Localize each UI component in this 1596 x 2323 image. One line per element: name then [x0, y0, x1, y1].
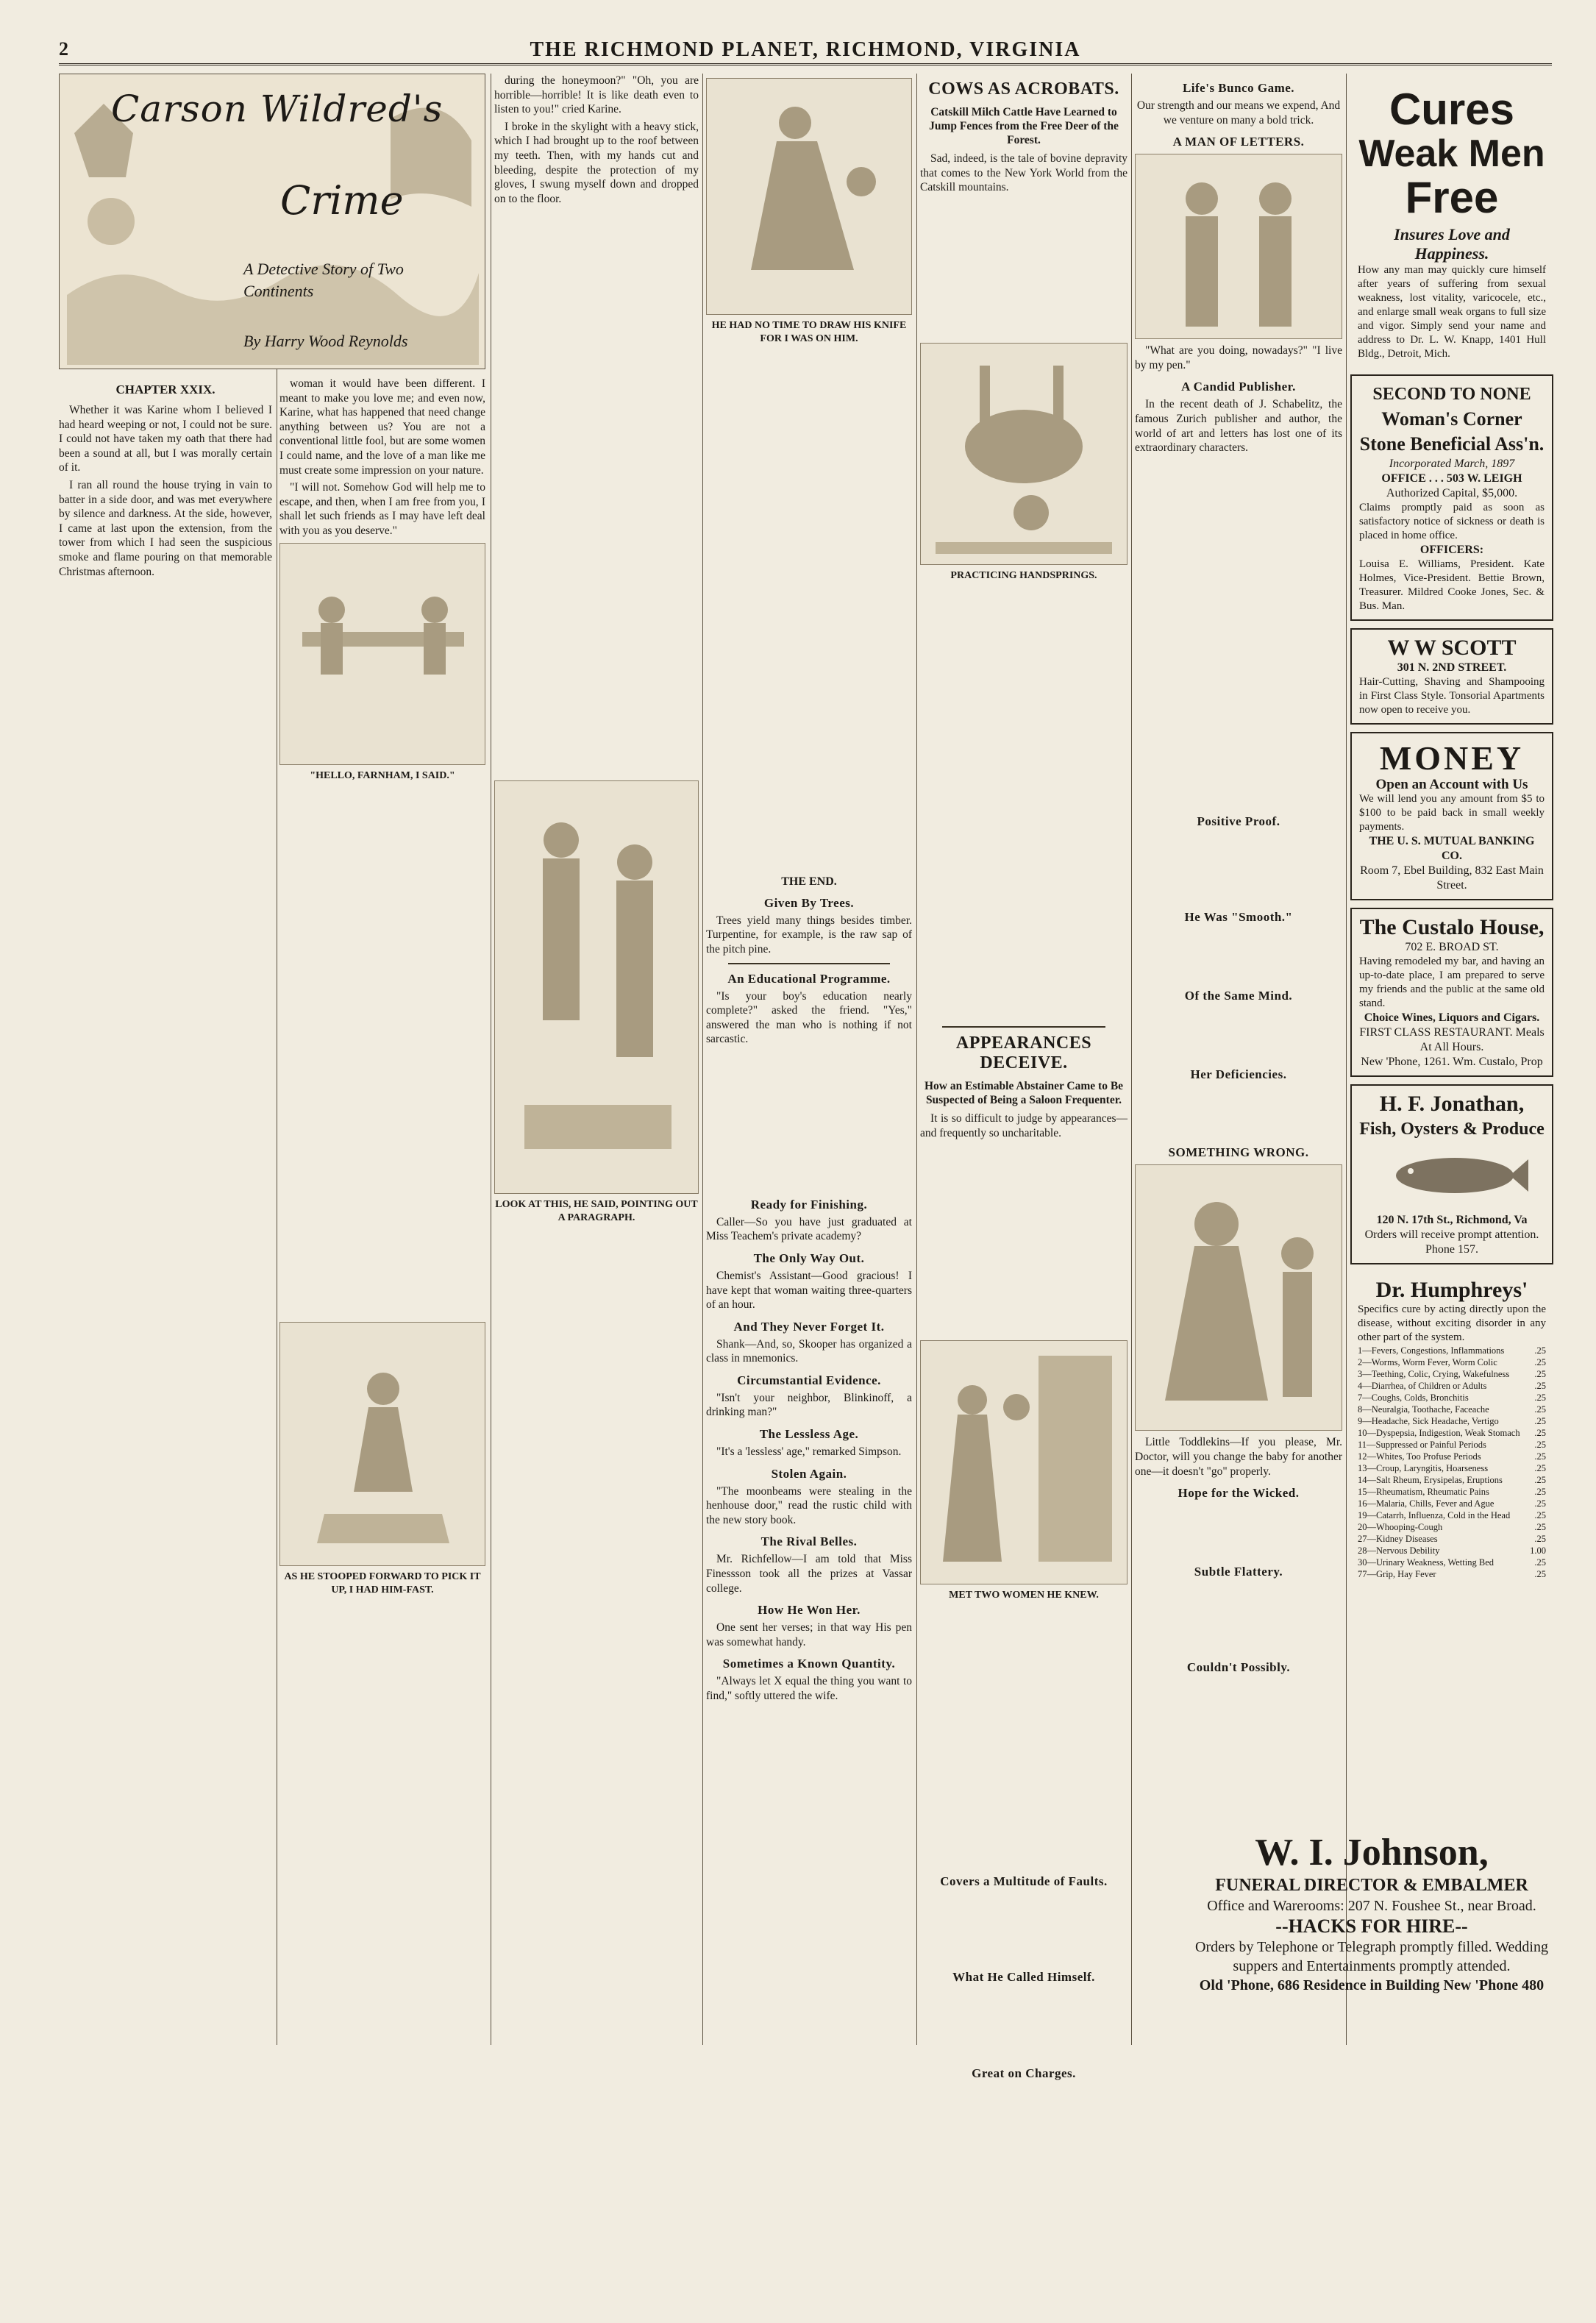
remedy-row	[1358, 1557, 1546, 1568]
illegible-text-block	[706, 353, 912, 871]
ad-custalo-name: The Custalo House,	[1359, 915, 1545, 939]
remedy-row	[1358, 1486, 1546, 1498]
remedy-row	[1358, 1380, 1546, 1392]
illustration-caption: LOOK AT THIS, HE SAID, POINTING OUT A PARAGRAPH.	[495, 1199, 698, 1224]
remedy-price: 1.00	[1530, 1545, 1546, 1556]
ad-second-name: Woman's Corner Stone Beneficial Ass'n.	[1359, 408, 1545, 455]
advertisement-column	[1350, 74, 1553, 2045]
page-number: 2	[59, 38, 68, 60]
remedy-price: .25	[1534, 1534, 1546, 1544]
remedy-name: 16—Malaria, Chills, Fever and Ague	[1358, 1498, 1495, 1509]
ad-johnson-line5: Old 'Phone, 686 Residence in Building New 'Phone 480	[1199, 1977, 1545, 1993]
item-heading: The Lessless Age.	[759, 1427, 859, 1442]
item-text: Caller—So you have just graduated at Miss Teachem's private academy?	[706, 1215, 912, 1243]
illegible-text-block	[706, 1054, 912, 1190]
story-illustration-knife	[706, 78, 912, 315]
ad-custalo-address: 702 E. BROAD ST.	[1405, 941, 1499, 953]
remedy-row	[1358, 1451, 1546, 1462]
remedy-price: .25	[1534, 1345, 1546, 1356]
remedy-price-list	[1358, 1345, 1546, 1580]
remedy-name: 1—Fevers, Congestions, Inflammations	[1358, 1345, 1505, 1356]
item-heading: Great on Charges.	[972, 2066, 1076, 2080]
item-heading: And They Never Forget It.	[733, 1319, 885, 1334]
item-heading: Positive Proof.	[1197, 814, 1280, 828]
ad-johnson-line2: Office and Warerooms: 207 N. Foushee St., near Broad.	[1207, 1898, 1536, 1914]
remedy-row	[1358, 1427, 1546, 1439]
remedy-price: .25	[1534, 1381, 1546, 1391]
illegible-text-block	[494, 1232, 699, 2322]
remedy-price: .25	[1534, 1392, 1546, 1403]
item-heading: Sometimes a Known Quantity.	[722, 1657, 896, 1671]
remedy-price: .25	[1534, 1487, 1546, 1497]
newspaper-title: THE RICHMOND PLANET, RICHMOND, VIRGINIA	[530, 38, 1081, 61]
remedy-price: .25	[1534, 1463, 1546, 1473]
ad-johnson-line3: --HACKS FOR HIRE--	[1275, 1915, 1468, 1937]
illegible-text-block	[1135, 932, 1342, 981]
illegible-text-block	[920, 1896, 1127, 1963]
remedy-name: 7—Coughs, Colds, Bronchitis	[1358, 1392, 1469, 1403]
knife-attack-drawing	[707, 79, 911, 314]
ad-money-body: We will lend you any amount from $5 to $100 to be paid back in small weekly payments.	[1359, 793, 1545, 833]
ad-cures-body: How any man may quickly cure himself after years of suffering from sexual weakness, lost vitality, varicocele, etc., and enlarge small weak organs to full size and vigor. Simply send your name and address to Dr. L. W. Knapp, 1401 Hull Bldg., Detroit, Mich.	[1358, 264, 1546, 360]
remedy-name: 3—Teething, Colic, Crying, Wakefulness	[1358, 1369, 1510, 1379]
fish-icon	[1389, 1146, 1528, 1205]
story-paragraph: Whether it was Karine whom I believed I had heard weeping or not, I could not be sure. I could not have taken my oath that there had been a sound at all, but I was morally certain of it.	[59, 404, 272, 474]
girl-with-doctor-drawing	[1136, 1165, 1342, 1430]
ad-johnson-line4: Orders by Telephone or Telegraph promptly filled. Wedding suppers and Entertainments promptly attended.	[1195, 1939, 1548, 1974]
item-text: Trees yield many things besides timber. Turpentine, for example, is the raw sap of the pitch pine.	[706, 914, 912, 956]
remedy-name: 19—Catarrh, Influenza, Cold in the Head	[1358, 1510, 1511, 1520]
illegible-text-block	[1135, 836, 1342, 903]
ad-custalo-phone: New 'Phone, 1261. Wm. Custalo, Prop	[1361, 1056, 1543, 1068]
cow-illustration	[920, 343, 1127, 565]
remedy-name: 9—Headache, Sick Headache, Vertigo	[1358, 1416, 1499, 1426]
man-of-letters-illustration	[1135, 154, 1342, 339]
story-paragraph: during the honeymoon?" "Oh, you are horrible—horrible! It is like death even to listen to you!" cried Karine.	[494, 74, 699, 116]
column-rule	[702, 74, 703, 2045]
illegible-text-block	[1135, 1089, 1342, 1139]
remedy-row	[1358, 1462, 1546, 1474]
article-headline: APPEARANCES DECEIVE.	[955, 1034, 1092, 1073]
remedy-name: 20—Whooping-Cough	[1358, 1522, 1443, 1532]
remedy-name: 11—Suppressed or Painful Periods	[1358, 1440, 1486, 1450]
column-3	[494, 74, 699, 2045]
remedy-price: .25	[1534, 1428, 1546, 1438]
struggle-scene-drawing	[280, 1323, 485, 1565]
item-heading: An Educational Programme.	[727, 971, 891, 986]
item-heading: Ready for Finishing.	[750, 1197, 868, 1212]
item-heading: How He Won Her.	[758, 1603, 861, 1618]
johnson-funeral-ad	[1191, 1832, 1552, 1995]
remedy-price: .25	[1534, 1498, 1546, 1509]
item-heading: A MAN OF LETTERS.	[1172, 135, 1305, 149]
remedy-name: 28—Nervous Debility	[1358, 1545, 1440, 1556]
story-paragraph: I broke in the skylight with a heavy stick, which I had brought up to the roof between my teeth. Then, with my hands cut and bleeding, despite the protection of my gloves, I swung myself down and dropped on to the floor.	[494, 120, 699, 205]
ad-second-officers: Louisa E. Williams, President. Kate Holmes, Vice-President. Bettie Brown, Treasurer. Mildred Cooke Jones, Sec. & Bus. Man.	[1359, 558, 1545, 612]
dining-scene-drawing	[280, 544, 485, 764]
ad-second-capital: Authorized Capital, $5,000.	[1386, 487, 1518, 499]
item-text: "Is your boy's education nearly complete?" asked the friend. "Yes," answered the man who is nothing if not sarcastic.	[706, 989, 912, 1046]
remedy-price: .25	[1534, 1416, 1546, 1426]
item-heading: Subtle Flattery.	[1194, 1564, 1283, 1579]
illegible-text-block	[920, 202, 1127, 338]
illegible-text-block	[1135, 1011, 1342, 1060]
remedy-name: 30—Urinary Weakness, Wetting Bed	[1358, 1557, 1494, 1568]
story-paragraph: woman it would have been different. I meant to make you love me; and even now, Karine, what has happened that need change anything between us? You are not a conventional little fool, but are some women I could name, and the love of a man like me must create some impression on your nature.	[279, 377, 485, 477]
remedy-row	[1358, 1356, 1546, 1368]
item-heading: Couldn't Possibly.	[1186, 1660, 1291, 1675]
little-girl-illustration	[1135, 1164, 1342, 1431]
item-heading: The Rival Belles.	[760, 1534, 858, 1549]
item-text: "The moonbeams were stealing in the henhouse door," read the rustic child with the new story book.	[706, 1484, 912, 1526]
remedy-row	[1358, 1509, 1546, 1521]
ad-jonathan-orders: Orders will receive prompt attention. Phone 157.	[1364, 1228, 1539, 1256]
poem-text: Our strength and our means we expend, And we venture on many a bold trick.	[1136, 99, 1341, 127]
ad-custalo-wine: Choice Wines, Liquors and Cigars.	[1364, 1011, 1540, 1024]
item-text: One sent her verses; in that way His pen was somewhat handy.	[706, 1621, 912, 1648]
remedy-row	[1358, 1474, 1546, 1486]
cures-weak-men-ad	[1350, 81, 1553, 367]
item-heading: He Was "Smooth."	[1184, 910, 1293, 924]
illegible-text-block	[1135, 463, 1342, 807]
remedy-row	[1358, 1533, 1546, 1545]
item-text: In the recent death of J. Schabelitz, the famous Zurich publisher and author, the world of art and letters has lost one of its extraordinary characters.	[1135, 398, 1342, 455]
column-6	[1135, 74, 1342, 2045]
illustration-caption: "HELLO, FARNHAM, I SAID."	[310, 769, 455, 781]
separator	[942, 1026, 1105, 1028]
illegible-text-block	[279, 790, 485, 1308]
two-men-drawing	[495, 781, 698, 1193]
illegible-text-block	[59, 586, 272, 2284]
banner-title: Carson Wildred's	[111, 88, 443, 130]
remedy-name: 4—Diarrhea, of Children or Adults	[1358, 1381, 1487, 1391]
ad-money-sub: Open an Account with Us	[1375, 777, 1528, 792]
item-heading: What He Called Himself.	[952, 1970, 1095, 1985]
remedy-name: 12—Whites, Too Profuse Periods	[1358, 1451, 1481, 1462]
remedy-row	[1358, 1545, 1546, 1557]
remedy-row	[1358, 1568, 1546, 1580]
remedy-name: 14—Salt Rheum, Erysipelas, Eruptions	[1358, 1475, 1503, 1485]
illegible-text-block	[920, 1992, 1127, 2058]
illegible-text-block	[920, 1609, 1127, 1867]
illegible-text-block	[920, 1148, 1127, 1337]
story-banner	[59, 74, 485, 369]
remedy-name: 2—Worms, Worm Fever, Worm Colic	[1358, 1357, 1497, 1367]
remedy-name: 15—Rheumatism, Rheumatic Pains	[1358, 1487, 1489, 1497]
remedy-row	[1358, 1521, 1546, 1533]
article-text: Sad, indeed, is the tale of bovine depravity that comes to the New York World from the Catskill mountains.	[920, 152, 1127, 194]
illegible-text-block	[1135, 1587, 1342, 1653]
banner-author: By Harry Wood Reynolds	[243, 332, 408, 350]
story-paragraph: I ran all round the house trying in vain to batter in a side door, and was met everywhere by silence and darkness. At the side, however, I came at last upon the extension, from the tower from which I had seen the suspicious smoke and flame pouring on that memorable Christmas afternoon.	[59, 478, 272, 578]
remedy-price: .25	[1534, 1510, 1546, 1520]
ad-money-title: MONEY	[1379, 739, 1525, 777]
remedy-price: .25	[1534, 1451, 1546, 1462]
article-text: It is so difficult to judge by appearances—and frequently so uncharitable.	[920, 1112, 1127, 1139]
article-subheadline: Catskill Milch Cattle Have Learned to Jump Fences from the Free Deer of the Forest.	[929, 106, 1119, 146]
column-rule	[1346, 74, 1347, 2045]
story-end: THE END.	[781, 875, 837, 888]
story-illustration-paragraph	[494, 780, 699, 1194]
remedy-price: .25	[1534, 1357, 1546, 1367]
ad-second-officers-heading: OFFICERS:	[1419, 544, 1484, 556]
ad-jonathan-name: H. F. Jonathan,	[1379, 1092, 1525, 1116]
column-4	[706, 74, 912, 2045]
remedy-row	[1358, 1439, 1546, 1451]
jonathan-fish-ad	[1350, 1084, 1553, 1264]
ad-jonathan-address: 120 N. 17th St., Richmond, Va	[1376, 1214, 1528, 1226]
item-heading: Covers a Multitude of Faults.	[940, 1874, 1108, 1888]
ad-custalo-body: Having remodeled my bar, and having an up-to-date place, I am prepared to serve my friends and the public at the same old stand.	[1359, 956, 1545, 1009]
ad-humphreys-body: Specifics cure by acting directly upon the disease, without exciting disorder in any other part of the system.	[1358, 1303, 1546, 1343]
illustration-caption: MET TWO WOMEN HE KNEW.	[949, 1590, 1099, 1601]
item-text: "It's a 'lessless' age," remarked Simpson.	[716, 1445, 902, 1459]
article-headline: COWS AS ACROBATS.	[928, 79, 1119, 99]
ad-scott-body: Hair-Cutting, Shaving and Shampooing in First Class Style. Tonsorial Apartments now open to receive you.	[1359, 676, 1545, 716]
item-text: "What are you doing, nowadays?" "I live by my pen."	[1135, 344, 1342, 371]
banner-subtitle: A Detective Story of Two Continents	[243, 260, 404, 300]
item-text: "Always let X equal the thing you want to find," softly uttered the wife.	[706, 1675, 912, 1702]
ad-second-office: OFFICE . . . 503 W. LEIGH	[1381, 472, 1522, 485]
remedy-row	[1358, 1345, 1546, 1356]
illegible-text-block	[1135, 1508, 1342, 1557]
remedy-price: .25	[1534, 1569, 1546, 1579]
ad-scott-name: W W SCOTT	[1387, 636, 1517, 660]
remedy-price: .25	[1534, 1440, 1546, 1450]
ad-cures-line2: Weak Men	[1358, 132, 1545, 175]
item-text: Little Toddlekins—If you please, Mr. Doctor, will you change the baby for another one—it doesn't "go" properly.	[1135, 1436, 1342, 1478]
ww-scott-ad	[1350, 628, 1553, 725]
item-heading: A Candid Publisher.	[1181, 380, 1296, 394]
remedy-row	[1358, 1368, 1546, 1380]
remedy-price: .25	[1534, 1404, 1546, 1415]
street-illustration	[920, 1340, 1127, 1584]
remedy-price: .25	[1534, 1522, 1546, 1532]
item-text: Chemist's Assistant—Good gracious! I have kept that woman waiting three-quarters of an hour.	[706, 1269, 912, 1312]
item-text: "Isn't your neighbor, Blinkinoff, a drinking man?"	[706, 1391, 912, 1419]
item-heading: Life's Bunco Game.	[1182, 81, 1295, 95]
remedy-name: 10—Dyspepsia, Indigestion, Weak Stomach	[1358, 1428, 1520, 1438]
item-text: Shank—And, so, Skooper has organized a class in mnemonics.	[706, 1337, 912, 1365]
womans-corner-stone-ad	[1350, 374, 1553, 621]
ad-second-inc: Incorporated March, 1897	[1389, 458, 1515, 470]
writers-drawing	[1136, 154, 1342, 338]
custalo-house-ad	[1350, 908, 1553, 1077]
two-women-drawing	[921, 1341, 1127, 1584]
illegible-text-block	[920, 590, 1127, 1021]
remedy-name: 13—Croup, Laryngitis, Hoarseness	[1358, 1463, 1489, 1473]
story-illustration-dining	[279, 543, 485, 765]
serial-story-banner-area	[59, 74, 485, 2045]
item-heading: Given By Trees.	[763, 895, 855, 910]
item-heading: The Only Way Out.	[753, 1251, 865, 1265]
column-5	[920, 74, 1127, 2080]
illustration-caption: AS HE STOOPED FORWARD TO PICK IT UP, I HAD HIM-FAST.	[284, 1571, 481, 1596]
item-heading: Hope for the Wicked.	[1178, 1486, 1300, 1501]
remedy-name: 77—Grip, Hay Fever	[1358, 1569, 1436, 1579]
remedy-price: .25	[1534, 1369, 1546, 1379]
ad-money-company: THE U. S. MUTUAL BANKING CO.	[1369, 835, 1535, 862]
ad-custalo-restaurant: FIRST CLASS RESTAURANT. Meals At All Hours.	[1359, 1026, 1545, 1053]
remedy-name: 8—Neuralgia, Toothache, Faceache	[1358, 1404, 1489, 1415]
item-heading: Of the Same Mind.	[1184, 988, 1293, 1003]
story-paragraph: "I will not. Somehow God will help me to escape, and then, when I am free from you, I shall let such friends as I may have left deal with you as you deserve."	[279, 481, 485, 537]
column-rule	[916, 74, 917, 2045]
ad-cures-line3: Free	[1405, 173, 1499, 222]
banner-crime: Crime	[280, 177, 404, 224]
remedy-name: 27—Kidney Diseases	[1358, 1534, 1438, 1544]
money-ad	[1350, 732, 1553, 900]
article-subheadline: How an Estimable Abstainer Came to Be Suspected of Being a Saloon Frequenter.	[924, 1080, 1124, 1107]
ad-second-claims: Claims promptly paid as soon as satisfactory notice of sickness or death is placed in home office.	[1359, 502, 1545, 541]
illustration-caption: HE HAD NO TIME TO DRAW HIS KNIFE FOR I WAS ON HIM.	[711, 320, 907, 344]
illegible-text-block	[494, 213, 699, 766]
remedy-row	[1358, 1392, 1546, 1404]
ad-jonathan-line: Fish, Oysters & Produce	[1359, 1120, 1545, 1139]
ad-humphreys-name: Dr. Humphreys'	[1375, 1278, 1528, 1302]
ad-second-title: SECOND TO NONE	[1372, 385, 1531, 404]
remedy-price: .25	[1534, 1557, 1546, 1568]
item-heading: Stolen Again.	[771, 1466, 847, 1481]
ad-johnson-name: W. I. Johnson,	[1255, 1832, 1489, 1874]
masthead	[59, 38, 1552, 65]
ad-money-address: Room 7, Ebel Building, 832 East Main Street.	[1360, 864, 1544, 892]
chapter-heading: CHAPTER XXIX.	[115, 383, 215, 396]
cow-handspring-drawing	[921, 344, 1127, 564]
remedy-row	[1358, 1498, 1546, 1509]
item-text: Mr. Richfellow—I am told that Miss Finessson took all the prizes at Vassar college.	[706, 1553, 912, 1595]
item-heading: Circumstantial Evidence.	[737, 1373, 881, 1387]
ad-cures-line1: Cures	[1389, 85, 1515, 134]
column-rule	[1131, 74, 1132, 2045]
separator	[728, 963, 890, 964]
story-illustration-struggle	[279, 1322, 485, 1566]
ad-johnson-line1: FUNERAL DIRECTOR & EMBALMER	[1215, 1876, 1528, 1895]
ad-scott-address: 301 N. 2ND STREET.	[1397, 661, 1507, 674]
dr-humphreys-ad	[1350, 1272, 1553, 1586]
ad-cures-tagline: Insures Love and Happiness.	[1394, 225, 1510, 263]
remedy-price: .25	[1534, 1475, 1546, 1485]
item-heading: SOMETHING WRONG.	[1168, 1145, 1309, 1160]
illustration-caption: PRACTICING HANDSPRINGS.	[950, 569, 1097, 581]
remedy-row	[1358, 1415, 1546, 1427]
item-heading: Her Deficiencies.	[1190, 1067, 1287, 1081]
remedy-row	[1358, 1404, 1546, 1415]
